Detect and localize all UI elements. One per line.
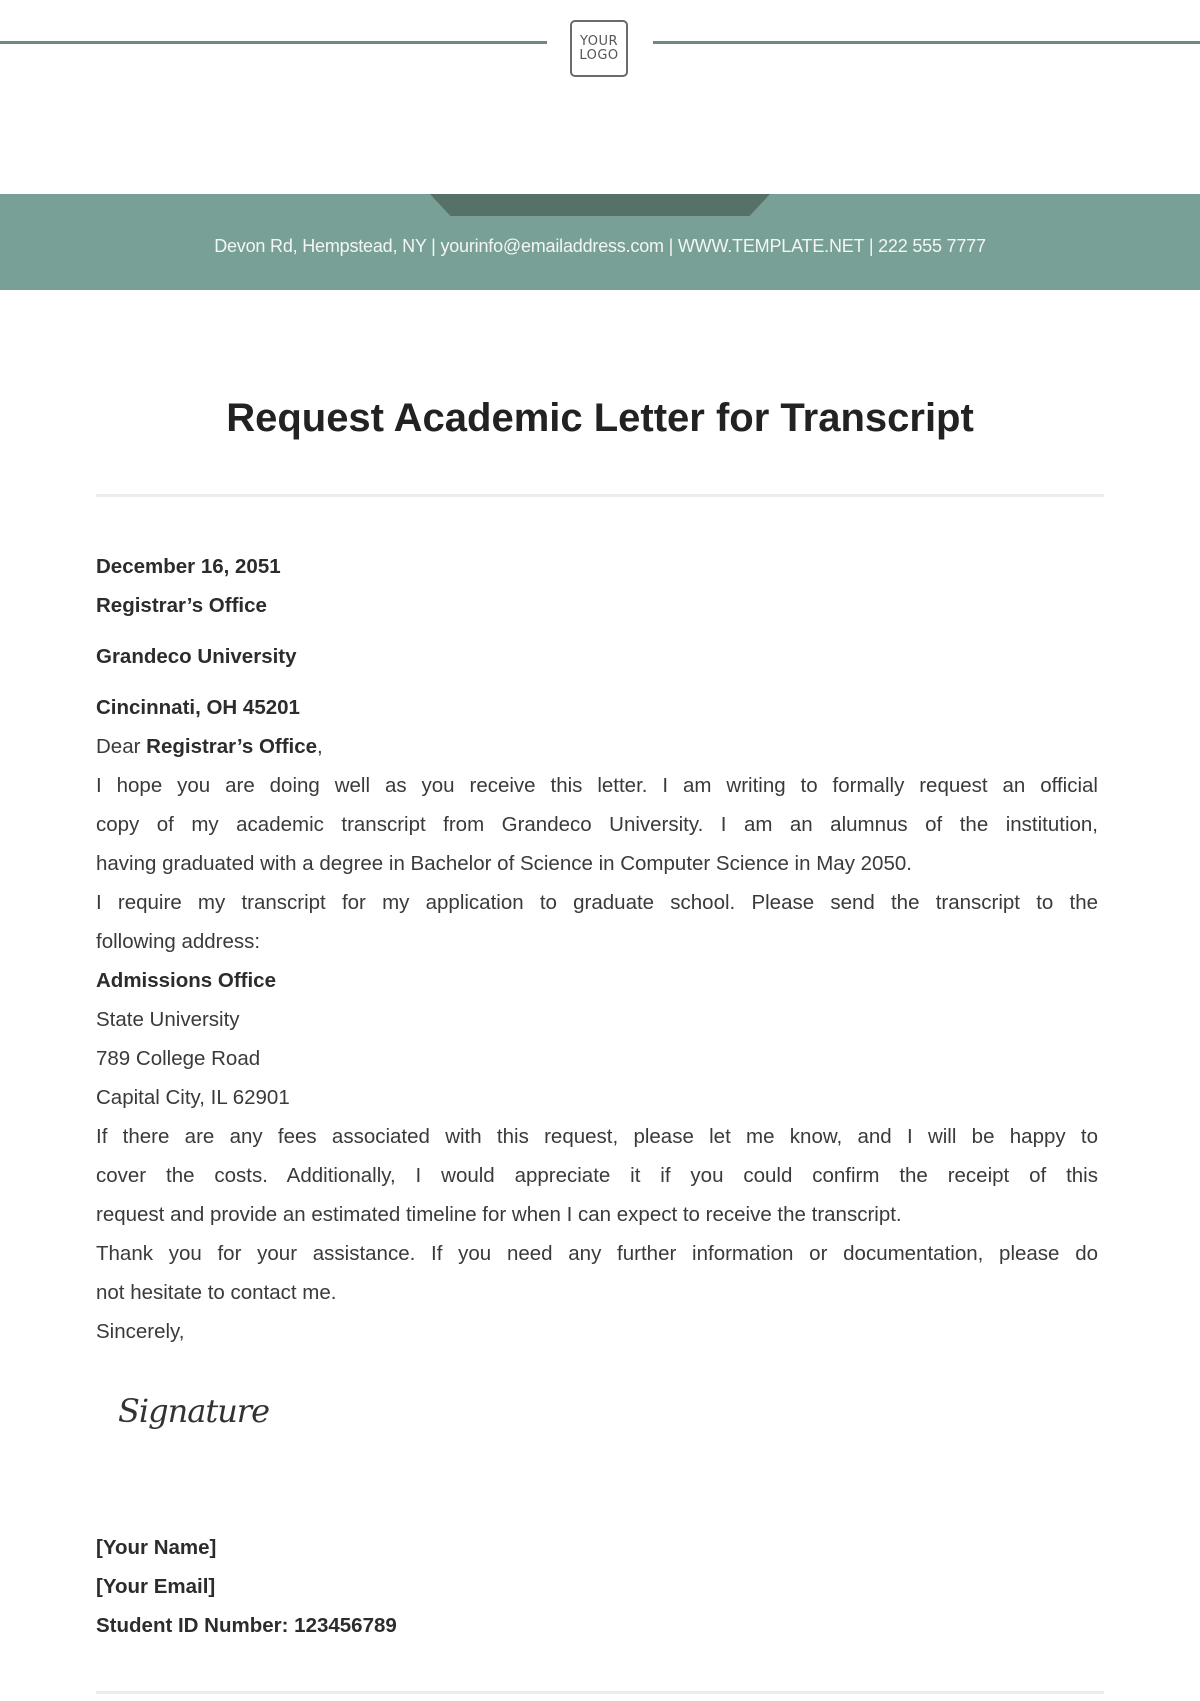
salutation: [96, 735, 1098, 759]
address-line-3: Capital City, IL 62901: [96, 1086, 290, 1109]
address-name: Admissions Office: [96, 969, 276, 992]
paragraph-4-line-2: not hesitate to contact me.: [96, 1281, 337, 1304]
logo-text-line2: LOGO: [579, 47, 619, 63]
recipient-university: Grandeco University: [96, 645, 297, 668]
address-line-2: 789 College Road: [96, 1047, 261, 1070]
band-tab-decoration: [430, 194, 770, 216]
logo-text-line1: YOUR: [579, 33, 618, 49]
recipient-office: Registrar’s Office: [96, 594, 267, 617]
logo-placeholder: [570, 20, 628, 77]
sender-student-id: Student ID Number: 123456789: [96, 1614, 397, 1637]
letter-date: December 16, 2051: [96, 555, 281, 578]
sender-name: [Your Name]: [96, 1536, 217, 1559]
document-title: Request Academic Letter for Transcript: [226, 396, 974, 440]
paragraph-3-line-3: request and provide an estimated timeline for when I can expect to receive the transcript.: [96, 1203, 902, 1226]
address-line-1: State University: [96, 1008, 240, 1031]
salutation-name: Registrar’s Office: [146, 735, 318, 758]
contact-band: [0, 194, 1200, 290]
paragraph-3-line-2: cover the costs. Additionally, I would appreciate it if you could confirm the receipt of this: [96, 1164, 1098, 1187]
salutation-suffix: ,: [317, 735, 323, 758]
paragraph-2-line-2: following address:: [96, 930, 261, 953]
closing: Sincerely,: [96, 1320, 185, 1343]
header-rule-right: [653, 41, 1200, 44]
title-divider: [96, 494, 1104, 497]
header-rule-left: [0, 41, 547, 44]
paragraph-1-line-1: I hope you are doing well as you receive this letter. I am writing to formally request an official: [96, 774, 1098, 797]
contact-info: Devon Rd, Hempstead, NY | yourinfo@emailaddress.com | WWW.TEMPLATE.NET | 222 555 7777: [214, 236, 986, 256]
signature: Signature: [118, 1392, 270, 1430]
salutation-prefix: Dear: [96, 735, 147, 758]
paragraph-1-line-3: having graduated with a degree in Bachelor of Science in Computer Science in May 2050.: [96, 852, 912, 875]
paragraph-2-line-1: I require my transcript for my application to graduate school. Please send the transcript to the: [96, 891, 1098, 914]
paragraph-4-line-1: Thank you for your assistance. If you need any further information or documentation, please do: [96, 1242, 1098, 1265]
sender-email: [Your Email]: [96, 1575, 216, 1598]
footer-divider: [96, 1691, 1104, 1694]
recipient-city: Cincinnati, OH 45201: [96, 696, 300, 719]
paragraph-3-line-1: If there are any fees associated with this request, please let me know, and I will be happy to: [96, 1125, 1098, 1148]
paragraph-1-line-2: copy of my academic transcript from Grandeco University. I am an alumnus of the institution,: [96, 813, 1098, 836]
